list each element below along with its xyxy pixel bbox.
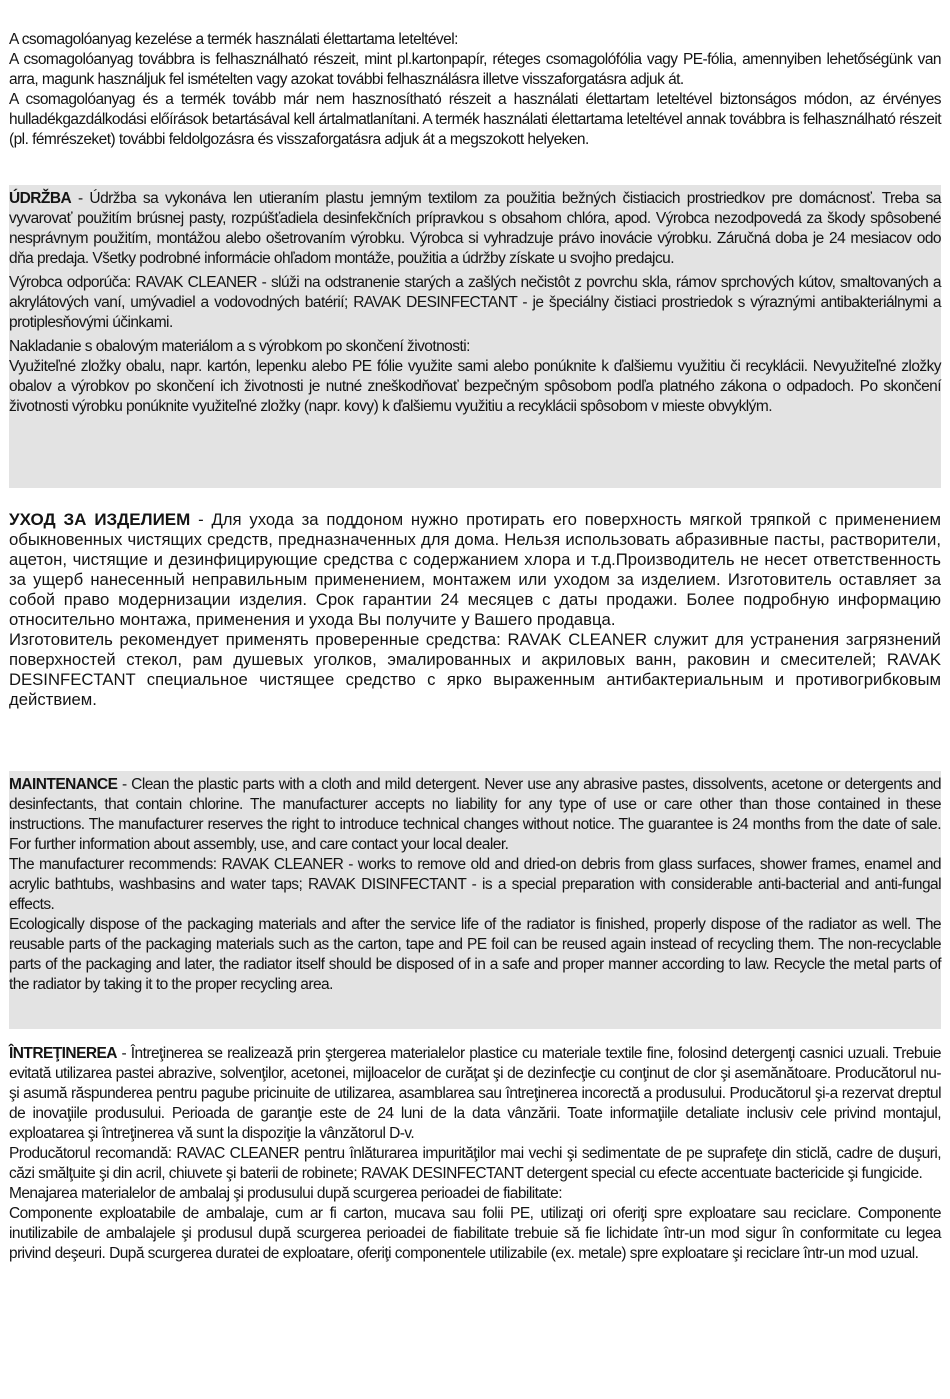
english-title: MAINTENANCE <box>9 776 118 793</box>
russian-paragraph-1-text: - Для ухода за поддоном нужно протирать его поверхность мягкой тряпкой с применением обыкновенных чистящих средств, предназначенных для дома. Нельзя использовать абразивные пасты, растворители, ацетон, чистящие и дезинфицирующие средства с содержанием хлора и т.д.Производитель не несет ответственность за ущерб нанесенный неправильным применением, монтажем или уходом за изделием. Изготовитель оставляет за собой право модернизации изделия. Срок гарантии 24 месяцев с даты продажи. Более подробную информацию относительно монтажа, применения и ухода Вы получите у Вашего продавца. <box>9 510 941 629</box>
hungarian-paragraph-2: A csomagolóanyag és a termék tovább már nem hasznosítható részeit a használati élettartam leteltével biztonságos módon, az érvényes hulladékgazdálkodási előírások betartásával kell ártalmatlanítani. A termék használati élettartama leteltével annak továbbra is felhasználható részeit (pl. fémrészeket) további feldolgozásra és visszaforgatásra adjuk át a megszokott helyeken. <box>9 91 941 148</box>
slovak-paragraph-4: Využiteľné zložky obalu, napr. kartón, lepenku alebo PE fólie využite sami alebo ponúknite k ďalšiemu využitiu či recyklácii. Nevyužiteľné zložky obalov a výrobkov po skončení ich životnosti je nutné zneškodňovať bezpečným spôsobom podľa platného zákona o odpadoch. Po skončení životnosti výrobku ponúknite využiteľné zložky (napr. kovy) k ďalšiemu využitiu a recyklácii spôsobom v mieste obvyklým. <box>9 358 941 415</box>
slovak-paragraph-1-text: - Údržba sa vykonáva len utieraním plastu jemným textilom za použitia bežných čistiacich prostriedkov pre domácnosť. Treba sa vyvarovať použitím brúsnej pasty, rozpúšťadiela desinfekčních prípravkou s obsahom chlóra, apod. Výrobca nezodpovedá za škody spôsobené nesprávnym použitím, montážou alebo ošetrovaním výrobku. Výrobca si vyhradzuje právo inovácie výrobku. Záručná doba je 24 mesiacov odo dňa predaja. Všetky podrobné informácie ohľadom montáže, použitia a údržby získate u svojho predajcu. <box>9 190 941 267</box>
slovak-section <box>9 185 941 488</box>
romanian-paragraph-1 <box>9 1044 941 1144</box>
hungarian-section <box>9 30 941 150</box>
russian-paragraph-1 <box>9 510 941 630</box>
slovak-paragraph-2: Výrobca odporúča: RAVAK CLEANER - slúži na odstranenie starých a zašlých nečistôt z povrchu skla, rámov sprchových kútov, smaltovaných a akrylátových vaní, umývadiel a vodovodných batérií; RAVAK DESINFECTANT - je špeciálny čistiaci prostriedok s výraznými antibakteriálnymi a protiplesňovými účinkami. <box>9 274 941 331</box>
english-paragraph-2: The manufacturer recommends: RAVAK CLEANER - works to remove old and dried-on debris from glass surfaces, shower frames, enamel and acrylic bathtubs, washbasins and water taps; RAVAK DISINFECTANT - is a special preparation with considerable anti-bacterial and anti-fungal effects. <box>9 856 941 913</box>
romanian-paragraph-1-text: - Întreţinerea se realizează prin ştergerea materialelor plastice cu materiale textile fine, folosind detergenţi casnici uzuali. Trebuie evitată utilizarea pastei abrazive, solvenţilor, acetonei, mijloacelor de curăţat şi de dezinfecţie cu conţinut de clor şi asemănătoare. Producătorul nu-şi asumă răspunderea pentru pagube pricinuite de utilizarea, asamblarea sau întreţinerea incorectă a produsului. Producătorul şi-a rezervat dreptul de inovaţiile produsului. Perioada de garanţie este de 24 luni de la data vânzării. Toate informaţiile detaliate inclusiv cele privind montajul, exploatarea şi întreţinerea vă sunt la dispoziţie la vânzătorul D-v. <box>9 1045 941 1142</box>
romanian-paragraph-3: Menajarea materialelor de ambalaj şi produsului după scurgerea perioadei de fiabilitate: <box>9 1185 563 1202</box>
romanian-paragraph-2: Producătorul recomandă: RAVAC CLEANER pentru înlăturarea impurităţilor mai vechi şi sedimentate de pe suprafeţe din sticlă, cadre de duşuri, căzi smălţuite şi din acril, chiuvete şi baterii de robinete; RAVAK DESINFECTANT detergent special cu efecte accentuate bactericide şi fungicide. <box>9 1145 941 1182</box>
romanian-section <box>9 1044 941 1264</box>
hungarian-heading: A csomagolóanyag kezelése a termék használati élettartama leteltével: <box>9 31 458 48</box>
english-section <box>9 771 941 1029</box>
english-paragraph-1-text: - Clean the plastic parts with a cloth and mild detergent. Never use any abrasive pastes, dissolvents, acetone or detergents and desinfectants, that contain chlorine. The manufacturer accepts no liability for any type of use or care other than those contained in these instructions. The manufacturer reserves the right to introduce technical changes without notice. The guarantee is 24 months from the date of sale. For further information about assembly, use, and care contact your local dealer. <box>9 776 941 853</box>
hungarian-paragraph-1: A csomagolóanyag továbbra is felhasználható részeit, mint pl.kartonpapír, réteges csomagolófólia vagy PE-fólia, amennyiben lehetőségünk van arra, magunk használjuk fel ismételten vagy azokat további felhasználásra illetve visszaforgatásra adjuk át. <box>9 51 941 88</box>
romanian-paragraph-4: Componente exploatabile de ambalaje, cum ar fi carton, mucava sau folii PE, utilizaţi ori oferiţi spre exploatare sau reciclare. Componente inutilizabile de ambalajele şi produsul după scurgerea perioadei de fiabilitate trebuie să fie lichidate într-un mod sigur în conformitate cu legea privind deşeuri. După scurgerea duratei de exploatare, oferiţi componentele utilizabile (ex. metale) spre exploatare şi reciclare într-un mod uzual. <box>9 1205 941 1262</box>
romanian-title: ÎNTREŢINEREA <box>9 1045 117 1062</box>
english-paragraph-3: Ecologically dispose of the packaging materials and after the service life of the radiator is finished, properly dispose of the radiator as well. The reusable parts of the packaging materials such as the carton, tape and PE foil can be reused again instead of recycling them. The non-recyclable parts of the packaging and later, the radiator itself should be disposed of in a safe and proper manner according to law. Recycle the metal parts of the radiator by taking it to the proper recycling area. <box>9 916 941 993</box>
slovak-paragraph-3: Nakladanie s obalovým materiálom a s výrobkom po skončení životnosti: <box>9 338 470 355</box>
russian-title: УХОД ЗА ИЗДЕЛИЕМ <box>9 510 191 529</box>
english-paragraph-1 <box>9 775 941 855</box>
russian-paragraph-2: Изготовитель рекомендует применять проверенные средства: RAVAK CLEANER служит для устранения загрязнений поверхностей стекол, рам душевых уголков, эмалированных и акриловых ванн, раковин и смесителей; RAVAK DESINFECTANT специальное чистящее средство с ярко выраженным антибактериальным и противогрибковым действием. <box>9 630 941 709</box>
russian-section <box>9 510 941 710</box>
slovak-paragraph-1 <box>9 189 941 269</box>
slovak-title: ÚDRŽBA <box>9 190 72 207</box>
